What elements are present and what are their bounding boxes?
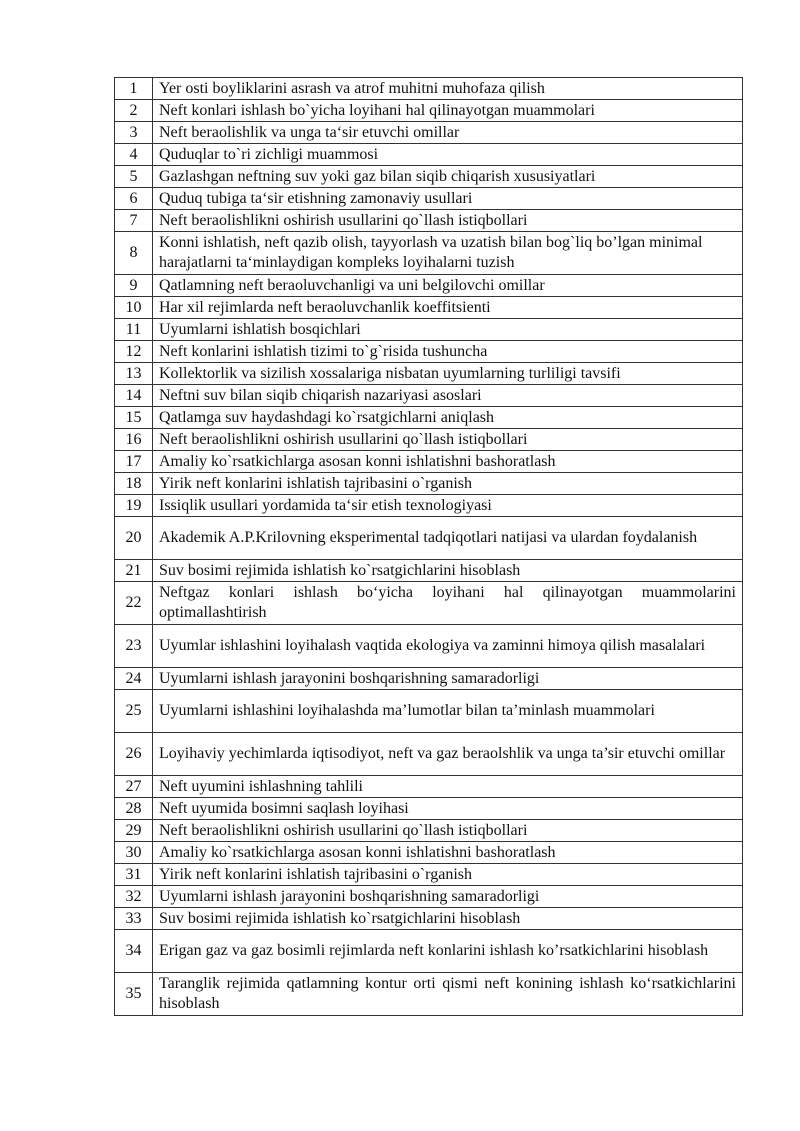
table-row <box>115 733 743 776</box>
row-number: 3 <box>115 122 153 144</box>
row-number: 33 <box>115 908 153 930</box>
topic-title: Uyumlarni ishlatish bosqichlari <box>153 319 743 341</box>
row-number: 2 <box>115 100 153 122</box>
table-row <box>115 908 743 930</box>
row-number: 22 <box>115 582 153 625</box>
row-number: 21 <box>115 560 153 582</box>
table-row <box>115 776 743 798</box>
table-row <box>115 78 743 100</box>
table-row <box>115 495 743 517</box>
row-number: 23 <box>115 625 153 668</box>
topic-title: Neft beraolishlikni oshirish usullarini qo`llash istiqbollari <box>153 210 743 232</box>
topic-title: Neft beraolishlikni oshirish usullarini qo`llash istiqbollari <box>153 820 743 842</box>
table-row <box>115 668 743 690</box>
table-row <box>115 517 743 560</box>
row-number: 32 <box>115 886 153 908</box>
row-number: 16 <box>115 429 153 451</box>
topic-title: Erigan gaz va gaz bosimli rejimlarda neft konlarini ishlash ko’rsatkichlarini hisoblash <box>153 930 743 973</box>
row-number: 15 <box>115 407 153 429</box>
topic-title: Neft beraolishlikni oshirish usullarini qo`llash istiqbollari <box>153 429 743 451</box>
table-row <box>115 930 743 973</box>
row-number: 4 <box>115 144 153 166</box>
row-number: 12 <box>115 341 153 363</box>
table-row <box>115 166 743 188</box>
row-number: 35 <box>115 973 153 1016</box>
table-row <box>115 429 743 451</box>
table-row <box>115 144 743 166</box>
table-row <box>115 820 743 842</box>
topic-title: Amaliy ko`rsatkichlarga asosan konni ishlatishni bashoratlash <box>153 451 743 473</box>
table-row <box>115 451 743 473</box>
topic-title: Neft konlari ishlash bo`yicha loyihani hal qilinayotgan muammolari <box>153 100 743 122</box>
topic-title: Neftni suv bilan siqib chiqarish nazariyasi asoslari <box>153 385 743 407</box>
row-number: 29 <box>115 820 153 842</box>
topic-title: Yirik neft konlarini ishlatish tajribasini o`rganish <box>153 864 743 886</box>
topic-title: Neft uyumida bosimni saqlash loyihasi <box>153 798 743 820</box>
table-row <box>115 297 743 319</box>
topic-title: Akademik A.P.Krilovning eksperimental tadqiqotlari natijasi va ulardan foydalanish <box>153 517 743 560</box>
table-row <box>115 798 743 820</box>
topic-title: Yirik neft konlarini ishlatish tajribasini o`rganish <box>153 473 743 495</box>
row-number: 24 <box>115 668 153 690</box>
table-row <box>115 385 743 407</box>
topic-title: Suv bosimi rejimida ishlatish ko`rsatgichlarini hisoblash <box>153 908 743 930</box>
row-number: 17 <box>115 451 153 473</box>
row-number: 8 <box>115 232 153 275</box>
table-row <box>115 842 743 864</box>
row-number: 18 <box>115 473 153 495</box>
topic-title: Qatlamga suv haydashdagi ko`rsatgichlarni aniqlash <box>153 407 743 429</box>
row-number: 13 <box>115 363 153 385</box>
topic-title: Yer osti boyliklarini asrash va atrof muhitni muhofaza qilish <box>153 78 743 100</box>
row-number: 14 <box>115 385 153 407</box>
row-number: 20 <box>115 517 153 560</box>
row-number: 27 <box>115 776 153 798</box>
topic-title: Issiqlik usullari yordamida ta‘sir etish texnologiyasi <box>153 495 743 517</box>
table-row <box>115 625 743 668</box>
table-row <box>115 690 743 733</box>
topic-title: Uyumlarni ishlash jarayonini boshqarishning samaradorligi <box>153 886 743 908</box>
table-row <box>115 100 743 122</box>
topic-title: Suv bosimi rejimida ishlatish ko`rsatgichlarini hisoblash <box>153 560 743 582</box>
table-row <box>115 210 743 232</box>
table-row <box>115 582 743 625</box>
topic-title: Qatlamning neft beraoluvchanligi va uni belgilovchi omillar <box>153 275 743 297</box>
topic-title: Amaliy ko`rsatkichlarga asosan konni ishlatishni bashoratlash <box>153 842 743 864</box>
row-number: 30 <box>115 842 153 864</box>
table-row <box>115 188 743 210</box>
topic-title: Kollektorlik va sizilish xossalariga nisbatan uyumlarning turliligi tavsifi <box>153 363 743 385</box>
table-row <box>115 275 743 297</box>
topic-title: Uyumlarni ishlash jarayonini boshqarishning samaradorligi <box>153 668 743 690</box>
row-number: 34 <box>115 930 153 973</box>
row-number: 28 <box>115 798 153 820</box>
table-row <box>115 122 743 144</box>
table-row <box>115 407 743 429</box>
table-row <box>115 341 743 363</box>
topic-title: Quduqlar to`ri zichligi muammosi <box>153 144 743 166</box>
table-row <box>115 473 743 495</box>
row-number: 6 <box>115 188 153 210</box>
row-number: 5 <box>115 166 153 188</box>
table-row <box>115 864 743 886</box>
row-number: 19 <box>115 495 153 517</box>
row-number: 7 <box>115 210 153 232</box>
topic-title: Quduq tubiga ta‘sir etishning zamonaviy usullari <box>153 188 743 210</box>
table-row <box>115 319 743 341</box>
topic-title: Neftgaz konlari ishlash bo‘yicha loyihani hal qilinayotgan muammolarini optimallashtirish <box>153 582 743 625</box>
table-row <box>115 560 743 582</box>
topic-title: Neft uyumini ishlashning tahlili <box>153 776 743 798</box>
topic-title: Loyihaviy yechimlarda iqtisodiyot, neft va gaz beraolshlik va unga ta’sir etuvchi omillar <box>153 733 743 776</box>
row-number: 10 <box>115 297 153 319</box>
table-row <box>115 973 743 1016</box>
topic-title: Gazlashgan neftning suv yoki gaz bilan siqib chiqarish xususiyatlari <box>153 166 743 188</box>
row-number: 11 <box>115 319 153 341</box>
row-number: 25 <box>115 690 153 733</box>
topic-title: Uyumlar ishlashini loyihalash vaqtida ekologiya va zaminni himoya qilish masalalari <box>153 625 743 668</box>
topic-title: Neft konlarini ishlatish tizimi to`g`risida tushuncha <box>153 341 743 363</box>
topics-table <box>114 77 743 1016</box>
row-number: 31 <box>115 864 153 886</box>
row-number: 1 <box>115 78 153 100</box>
table-row <box>115 232 743 275</box>
row-number: 26 <box>115 733 153 776</box>
table-row <box>115 363 743 385</box>
topic-title: Har xil rejimlarda neft beraoluvchanlik koeffitsienti <box>153 297 743 319</box>
topic-title: Taranglik rejimida qatlamning kontur orti qismi neft konining ishlash ko‘rsatkichlarini hisoblash <box>153 973 743 1016</box>
topic-title: Uyumlarni ishlashini loyihalashda ma’lumotlar bilan ta’minlash muammolari <box>153 690 743 733</box>
topic-title: Konni ishlatish, neft qazib olish, tayyorlash va uzatish bilan bog`liq bo’lgan minimal harajatlarni ta‘minlaydigan kompleks loyihalarni tuzish <box>153 232 743 275</box>
row-number: 9 <box>115 275 153 297</box>
table-row <box>115 886 743 908</box>
topic-title: Neft beraolishlik va unga ta‘sir etuvchi omillar <box>153 122 743 144</box>
